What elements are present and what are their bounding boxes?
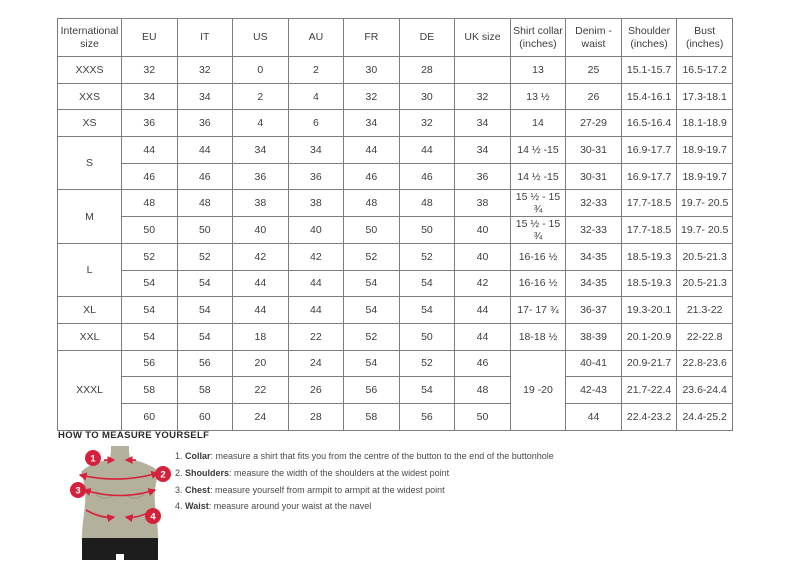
table-cell: 50 [399, 323, 455, 350]
table-cell: 34 [122, 83, 178, 110]
table-cell: 34 [288, 137, 344, 164]
table-cell: 38-39 [566, 323, 622, 350]
size-table-body [58, 57, 733, 431]
how-to-measure-title: HOW TO MEASURE YOURSELF [58, 430, 210, 441]
table-cell: 20.5-21.3 [677, 243, 733, 270]
table-cell: 46 [344, 163, 400, 190]
table-cell: 36 [177, 110, 233, 137]
table-cell: 21.7-22.4 [621, 377, 677, 404]
table-cell: 54 [177, 323, 233, 350]
measure-step-4 [175, 498, 554, 515]
step-text: : measure yourself from armpit to armpit at the widest point [210, 484, 445, 495]
header-row [58, 19, 733, 57]
step-text: : measure a shirt that fits you from the centre of the button to the end of the buttonhole [210, 451, 554, 461]
table-cell: 54 [177, 297, 233, 324]
table-cell: 16.5-17.2 [677, 57, 733, 84]
column-header: IT [177, 19, 233, 57]
table-cell: 52 [344, 323, 400, 350]
table-cell: 44 [177, 137, 233, 164]
table-row [58, 377, 733, 404]
table-cell: 48 [455, 377, 511, 404]
column-header: International size [58, 19, 122, 57]
table-cell: 18.5-19.3 [621, 270, 677, 297]
merged-cell: XXXL [58, 350, 122, 430]
table-cell: 48 [399, 190, 455, 217]
table-row [58, 403, 733, 430]
table-cell: 34 [455, 110, 511, 137]
table-cell: 32 [177, 57, 233, 84]
table-cell: 36 [288, 163, 344, 190]
table-cell: 38 [455, 190, 511, 217]
table-cell: 32 [344, 83, 400, 110]
table-cell: 15 ½ - 15 ¾ [510, 190, 566, 217]
table-cell: 54 [122, 270, 178, 297]
table-row [58, 83, 733, 110]
table-cell: 16.9-17.7 [621, 137, 677, 164]
table-cell: 22-22.8 [677, 323, 733, 350]
table-cell: 24 [288, 350, 344, 377]
measure-instructions [175, 448, 554, 515]
table-cell: XXL [58, 323, 122, 350]
table-cell: 34 [233, 137, 289, 164]
measure-point-1-number: 1 [90, 453, 96, 465]
merged-cell: L [58, 243, 122, 296]
table-cell: 34-35 [566, 270, 622, 297]
table-cell: 56 [344, 377, 400, 404]
table-cell: 44 [233, 297, 289, 324]
table-cell: 58 [177, 377, 233, 404]
table-cell: 30 [399, 83, 455, 110]
table-cell: 17.3-18.1 [677, 83, 733, 110]
table-cell: 22 [288, 323, 344, 350]
table-cell: 46 [122, 163, 178, 190]
table-cell: 52 [122, 243, 178, 270]
table-cell: 2 [233, 83, 289, 110]
step-label: Chest [185, 484, 211, 495]
table-cell: 54 [399, 377, 455, 404]
table-cell: 28 [288, 403, 344, 430]
size-table-header [58, 19, 733, 57]
table-cell: 40-41 [566, 350, 622, 377]
table-cell: 18.9-19.7 [677, 163, 733, 190]
table-cell: 60 [122, 403, 178, 430]
table-cell: 54 [177, 270, 233, 297]
table-cell: 18 [233, 323, 289, 350]
table-cell: 44 [344, 137, 400, 164]
table-cell: 56 [122, 350, 178, 377]
table-cell: 54 [399, 297, 455, 324]
column-header: Shirt collar (inches) [510, 19, 566, 57]
table-cell: 32-33 [566, 217, 622, 244]
table-cell: 16.9-17.7 [621, 163, 677, 190]
table-cell: 0 [233, 57, 289, 84]
table-cell: 14 ½ -15 [510, 163, 566, 190]
table-cell: 32 [399, 110, 455, 137]
table-cell: 46 [455, 350, 511, 377]
table-cell: 16.5-16.4 [621, 110, 677, 137]
column-header: Denim - waist [566, 19, 622, 57]
table-row [58, 243, 733, 270]
table-cell: 34 [455, 137, 511, 164]
column-header: UK size [455, 19, 511, 57]
table-cell: 4 [233, 110, 289, 137]
table-cell: 15.4-16.1 [621, 83, 677, 110]
table-cell: 44 [233, 270, 289, 297]
table-cell: 54 [344, 297, 400, 324]
table-cell: 54 [399, 270, 455, 297]
table-cell: 18.5-19.3 [621, 243, 677, 270]
table-cell: 44 [455, 297, 511, 324]
table-cell: 18-18 ½ [510, 323, 566, 350]
step-text: : measure the width of the shoulders at the widest point [229, 467, 450, 478]
column-header: FR [344, 19, 400, 57]
table-cell: 20 [233, 350, 289, 377]
table-cell: 18.9-19.7 [677, 137, 733, 164]
table-cell: 42 [455, 270, 511, 297]
measure-point-3-number: 3 [75, 485, 81, 497]
size-chart-table [57, 18, 733, 431]
column-header: Bust (inches) [677, 19, 733, 57]
table-cell: 54 [122, 297, 178, 324]
table-cell: 14 ½ -15 [510, 137, 566, 164]
table-row [58, 190, 733, 217]
table-cell: 30-31 [566, 163, 622, 190]
table-cell: 15 ½ - 15 ¾ [510, 217, 566, 244]
table-cell: 25 [566, 57, 622, 84]
table-cell: 34 [344, 110, 400, 137]
table-cell: 52 [399, 243, 455, 270]
table-cell: XXXS [58, 57, 122, 84]
table-row [58, 323, 733, 350]
table-cell: 38 [233, 190, 289, 217]
table-cell: 52 [399, 350, 455, 377]
table-cell: 40 [233, 217, 289, 244]
table-cell: 44 [288, 297, 344, 324]
table-cell: 13 [510, 57, 566, 84]
table-cell: 50 [177, 217, 233, 244]
table-cell: 16-16 ½ [510, 270, 566, 297]
table-cell: 20.9-21.7 [621, 350, 677, 377]
table-cell: 20.5-21.3 [677, 270, 733, 297]
table-cell: 58 [344, 403, 400, 430]
table-cell: 4 [288, 83, 344, 110]
table-cell: 6 [288, 110, 344, 137]
step-label: Shoulders [185, 467, 230, 478]
table-cell: 15.1-15.7 [621, 57, 677, 84]
column-header: Shoulder (inches) [621, 19, 677, 57]
table-cell: 19.7- 20.5 [677, 190, 733, 217]
measure-step-1 [175, 448, 554, 465]
table-cell: 22.4-23.2 [621, 403, 677, 430]
mannequin-figure [62, 444, 182, 566]
table-cell: 32-33 [566, 190, 622, 217]
table-cell: 44 [122, 137, 178, 164]
table-cell: 54 [122, 323, 178, 350]
table-cell: 50 [344, 217, 400, 244]
table-cell: 30 [344, 57, 400, 84]
table-cell: 44 [399, 137, 455, 164]
table-cell: 44 [455, 323, 511, 350]
table-row [58, 110, 733, 137]
table-cell: XL [58, 297, 122, 324]
table-cell: 56 [177, 350, 233, 377]
table-cell: 48 [177, 190, 233, 217]
table-cell: 23.6-24.4 [677, 377, 733, 404]
step-number: 4. [175, 501, 183, 512]
table-cell: 30-31 [566, 137, 622, 164]
step-number: 3. [175, 484, 183, 495]
table-cell: 54 [344, 350, 400, 377]
table-cell: 56 [399, 403, 455, 430]
table-row [58, 297, 733, 324]
mannequin-svg [62, 444, 182, 566]
table-cell: 42 [288, 243, 344, 270]
table-cell: 34-35 [566, 243, 622, 270]
table-cell: 18.1-18.9 [677, 110, 733, 137]
merged-cell: M [58, 190, 122, 243]
table-cell: 50 [455, 403, 511, 430]
table-cell: XXS [58, 83, 122, 110]
table-cell: 48 [122, 190, 178, 217]
table-cell: 50 [122, 217, 178, 244]
table-row [58, 270, 733, 297]
table-cell: 40 [455, 243, 511, 270]
step-label: Collar [185, 451, 211, 461]
table-cell: 38 [288, 190, 344, 217]
table-cell: 36 [122, 110, 178, 137]
table-cell: 36 [233, 163, 289, 190]
table-cell: 17.7-18.5 [621, 190, 677, 217]
table-cell: 14 [510, 110, 566, 137]
table-cell: 48 [344, 190, 400, 217]
shorts-shape [82, 538, 158, 560]
table-cell: XS [58, 110, 122, 137]
table-cell: 50 [399, 217, 455, 244]
table-cell: 46 [177, 163, 233, 190]
table-cell: 28 [399, 57, 455, 84]
step-label: Waist [185, 501, 209, 512]
step-number: 2. [175, 467, 183, 478]
table-cell: 34 [177, 83, 233, 110]
table-cell: 19.7- 20.5 [677, 217, 733, 244]
table-row [58, 163, 733, 190]
table-cell: 19.3-20.1 [621, 297, 677, 324]
table-cell: 32 [455, 83, 511, 110]
table-cell [455, 57, 511, 84]
table-cell: 2 [288, 57, 344, 84]
measure-step-3 [175, 482, 554, 499]
table-row [58, 217, 733, 244]
table-cell: 16-16 ½ [510, 243, 566, 270]
column-header: EU [122, 19, 178, 57]
table-cell: 36-37 [566, 297, 622, 324]
table-row [58, 137, 733, 164]
table-cell: 20.1-20.9 [621, 323, 677, 350]
table-cell: 58 [122, 377, 178, 404]
table-cell: 17- 17 ¾ [510, 297, 566, 324]
table-cell: 40 [288, 217, 344, 244]
table-cell: 46 [399, 163, 455, 190]
measure-point-4-number: 4 [150, 511, 156, 523]
step-number: 1. [175, 451, 183, 461]
table-cell: 60 [177, 403, 233, 430]
table-cell: 22 [233, 377, 289, 404]
table-cell: 44 [288, 270, 344, 297]
table-cell: 44 [566, 403, 622, 430]
table-row [58, 57, 733, 84]
table-cell: 22.8-23.6 [677, 350, 733, 377]
column-header: AU [288, 19, 344, 57]
measure-step-2 [175, 465, 554, 482]
table-cell: 26 [566, 83, 622, 110]
table-cell: 40 [455, 217, 511, 244]
merged-cell: 19 -20 [510, 350, 566, 430]
table-cell: 36 [455, 163, 511, 190]
table-cell: 52 [344, 243, 400, 270]
table-cell: 32 [122, 57, 178, 84]
table-cell: 42 [233, 243, 289, 270]
table-cell: 54 [344, 270, 400, 297]
column-header: US [233, 19, 289, 57]
table-cell: 26 [288, 377, 344, 404]
measure-point-2-number: 2 [160, 469, 166, 481]
table-row [58, 350, 733, 377]
table-cell: 24.4-25.2 [677, 403, 733, 430]
step-text: : measure around your waist at the navel [208, 501, 372, 512]
table-cell: 21.3-22 [677, 297, 733, 324]
table-cell: 42-43 [566, 377, 622, 404]
table-cell: 52 [177, 243, 233, 270]
table-cell: 24 [233, 403, 289, 430]
table-cell: 13 ½ [510, 83, 566, 110]
merged-cell: S [58, 137, 122, 190]
table-cell: 27-29 [566, 110, 622, 137]
column-header: DE [399, 19, 455, 57]
table-cell: 17.7-18.5 [621, 217, 677, 244]
